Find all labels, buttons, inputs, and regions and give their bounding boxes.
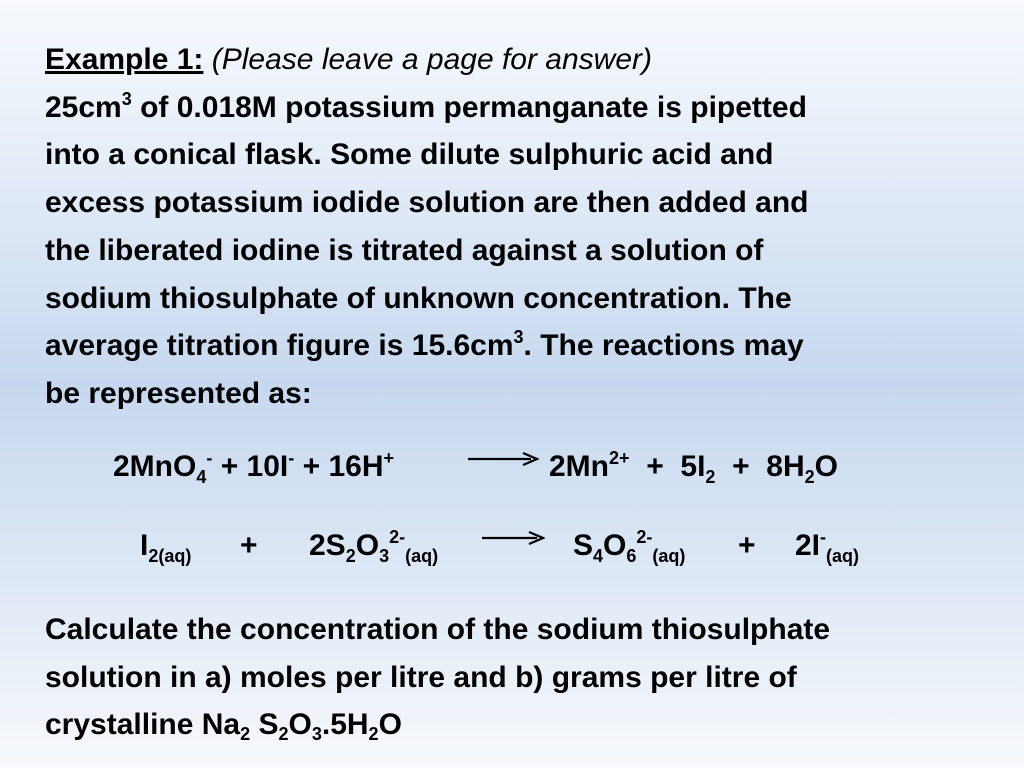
equation-2-term-2	[309, 526, 438, 566]
subscript: (aq)	[826, 546, 860, 566]
text-run: S	[573, 529, 594, 562]
equation-2-term-3	[573, 526, 685, 566]
text-run: crystalline Na	[45, 708, 241, 742]
problem-text	[45, 36, 990, 418]
example-heading	[45, 36, 990, 84]
text-run: .5H	[321, 708, 369, 742]
example-title: Example 1:	[45, 43, 204, 76]
subscript: 2	[804, 467, 815, 487]
superscript: 3	[121, 88, 132, 109]
subscript: 2(aq)	[148, 546, 192, 566]
superscript: 2+	[609, 448, 630, 468]
text-run: 25cm	[45, 90, 122, 124]
subscript: 3	[311, 724, 322, 745]
text-run: 2MnO	[113, 450, 197, 483]
problem-line-5: sodium thiosulphate of unknown concentration. The	[45, 281, 792, 315]
text-run: 2S	[309, 529, 346, 562]
superscript: +	[383, 448, 395, 468]
subscript: 2	[240, 724, 251, 745]
superscript: 2-	[389, 527, 406, 547]
subscript: (aq)	[405, 546, 439, 566]
superscript: 2-	[636, 527, 653, 547]
equation-1-rhs	[549, 447, 838, 487]
problem-line-3: excess potassium iodide solution are then added and	[45, 186, 809, 220]
text-run: O	[288, 708, 312, 742]
text-run: S	[250, 708, 279, 742]
text-run: + 10I	[212, 450, 289, 483]
text-run: 2I	[795, 529, 821, 562]
subscript: (aq)	[652, 546, 686, 566]
problem-line-6	[45, 322, 990, 370]
subscript: 2	[278, 724, 289, 745]
subscript: 2	[345, 546, 356, 566]
problem-line-4: the liberated iodine is titrated against a solution of	[45, 233, 764, 267]
question-line-3	[45, 701, 1005, 749]
text-run: O	[355, 529, 380, 562]
subscript: 6	[626, 546, 637, 566]
equation-2-term-1	[140, 526, 191, 566]
problem-line-2: into a conical flask. Some dilute sulphuric acid and	[45, 138, 774, 172]
text-run: O	[814, 450, 839, 483]
question-line-2: solution in a) moles per litre and b) grams per litre of	[45, 660, 797, 694]
question-text	[45, 606, 1005, 749]
equation-2-term-4	[795, 526, 859, 566]
superscript: -	[820, 527, 827, 547]
example-subtitle: (Please leave a page for answer)	[211, 43, 653, 76]
text-run: . The reactions may	[523, 329, 804, 363]
subscript: 4	[593, 546, 604, 566]
reaction-arrow-icon	[467, 452, 539, 466]
equation-2-plus-2: +	[738, 529, 756, 562]
text-run: 2Mn	[549, 450, 609, 483]
superscript: 3	[513, 327, 524, 348]
text-run: + 8H	[715, 450, 805, 483]
subscript: 4	[196, 467, 207, 487]
superscript: -	[206, 448, 213, 468]
text-run: average titration figure is 15.6cm	[45, 329, 514, 363]
text-run: + 5I	[629, 450, 706, 483]
equation-2-plus-1: +	[240, 529, 258, 562]
text-run: of 0.018M potassium permanganate is pipetted	[131, 90, 807, 124]
subscript: 2	[705, 467, 716, 487]
reaction-arrow-icon	[481, 531, 545, 545]
text-run: O	[378, 708, 402, 742]
text-run: + 16H	[294, 450, 384, 483]
subscript: 3	[379, 546, 390, 566]
question-line-1: Calculate the concentration of the sodium thiosulphate	[45, 613, 831, 646]
text-run: I	[140, 529, 149, 562]
problem-line-1	[45, 84, 990, 132]
superscript: -	[288, 448, 295, 468]
text-run: O	[603, 529, 627, 562]
subscript: 2	[368, 724, 379, 745]
equation-1-lhs	[113, 447, 394, 487]
problem-line-7: be represented as:	[45, 376, 312, 410]
